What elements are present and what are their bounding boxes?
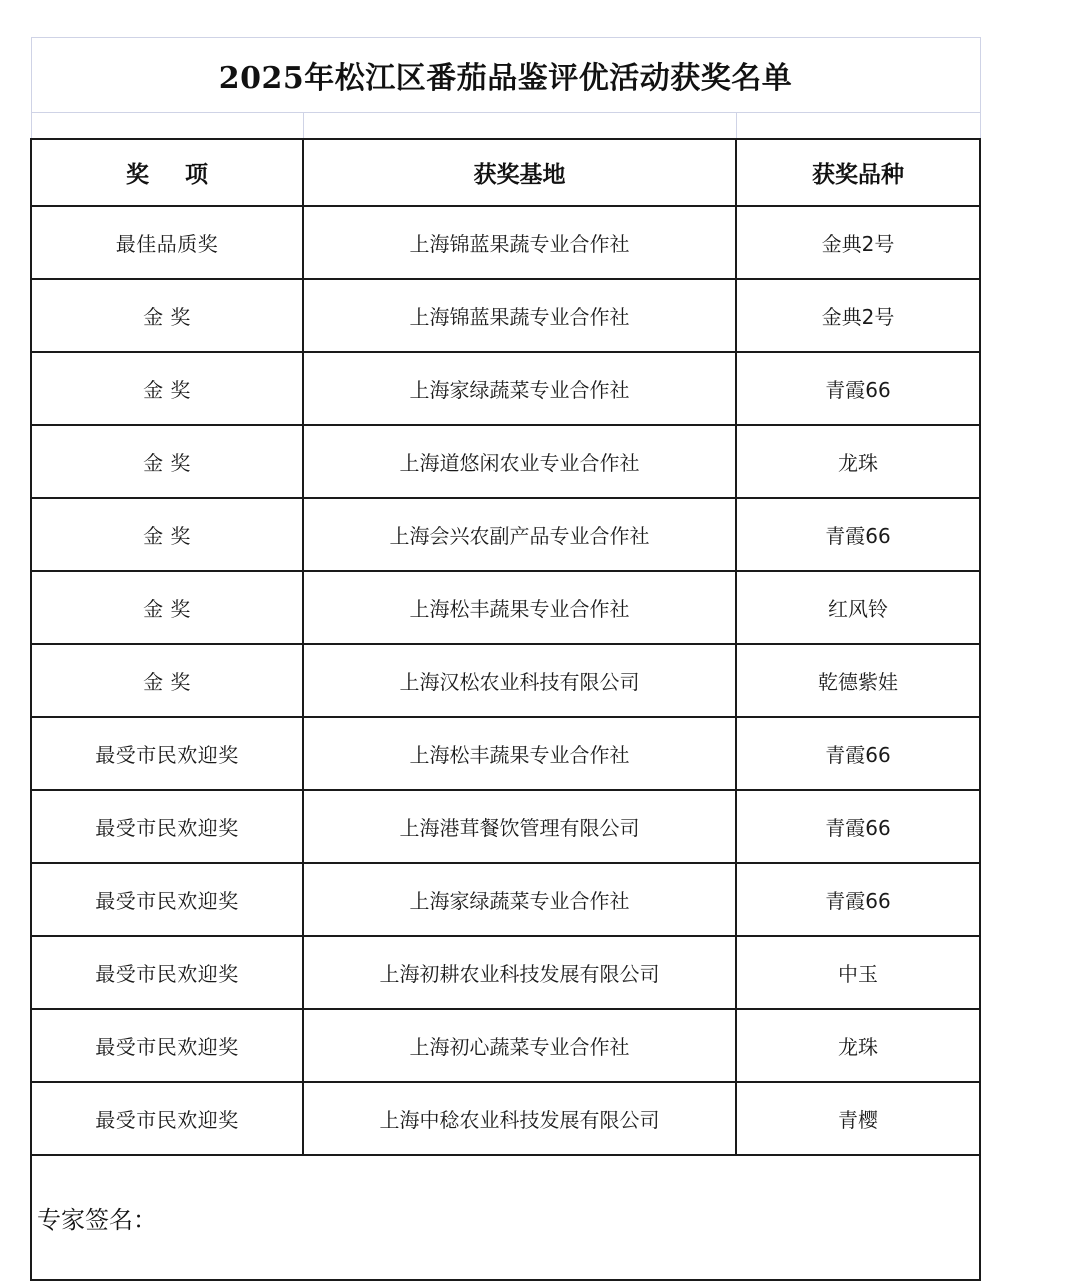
column-header-award: 奖 项 bbox=[31, 139, 303, 206]
base-cell: 上海会兴农副产品专业合作社 bbox=[303, 498, 736, 571]
variety-cell: 青霞66 bbox=[736, 352, 980, 425]
variety-cell: 龙珠 bbox=[736, 425, 980, 498]
blank-cell bbox=[736, 113, 980, 140]
award-table bbox=[30, 37, 981, 1281]
variety-cell: 青霞66 bbox=[736, 498, 980, 571]
award-cell: 金 奖 bbox=[31, 352, 303, 425]
column-header-variety: 获奖品种 bbox=[736, 139, 980, 206]
base-cell: 上海道悠闲农业专业合作社 bbox=[303, 425, 736, 498]
variety-cell: 金典2号 bbox=[736, 206, 980, 279]
award-cell: 金 奖 bbox=[31, 644, 303, 717]
base-cell: 上海初心蔬菜专业合作社 bbox=[303, 1009, 736, 1082]
variety-cell: 金典2号 bbox=[736, 279, 980, 352]
table-row bbox=[31, 498, 980, 571]
table-row bbox=[31, 571, 980, 644]
base-cell: 上海汉松农业科技有限公司 bbox=[303, 644, 736, 717]
award-cell: 最受市民欢迎奖 bbox=[31, 1009, 303, 1082]
table-row bbox=[31, 936, 980, 1009]
column-header-base: 获奖基地 bbox=[303, 139, 736, 206]
award-cell: 最受市民欢迎奖 bbox=[31, 790, 303, 863]
base-cell: 上海锦蓝果蔬专业合作社 bbox=[303, 279, 736, 352]
table-row bbox=[31, 352, 980, 425]
table-row bbox=[31, 717, 980, 790]
table-row bbox=[31, 279, 980, 352]
title-row bbox=[31, 38, 980, 113]
award-cell: 最受市民欢迎奖 bbox=[31, 717, 303, 790]
award-cell: 最佳品质奖 bbox=[31, 206, 303, 279]
base-cell: 上海松丰蔬果专业合作社 bbox=[303, 717, 736, 790]
award-list-sheet bbox=[30, 37, 979, 1281]
base-cell: 上海港茸餐饮管理有限公司 bbox=[303, 790, 736, 863]
base-cell: 上海家绿蔬菜专业合作社 bbox=[303, 863, 736, 936]
table-row bbox=[31, 863, 980, 936]
base-cell: 上海初耕农业科技发展有限公司 bbox=[303, 936, 736, 1009]
base-cell: 上海松丰蔬果专业合作社 bbox=[303, 571, 736, 644]
award-cell: 金 奖 bbox=[31, 498, 303, 571]
award-cell: 最受市民欢迎奖 bbox=[31, 936, 303, 1009]
variety-cell: 青霞66 bbox=[736, 790, 980, 863]
award-cell: 金 奖 bbox=[31, 279, 303, 352]
award-cell: 金 奖 bbox=[31, 425, 303, 498]
variety-cell: 乾德紫娃 bbox=[736, 644, 980, 717]
variety-cell: 青霞66 bbox=[736, 717, 980, 790]
table-row bbox=[31, 644, 980, 717]
base-cell: 上海中稔农业科技发展有限公司 bbox=[303, 1082, 736, 1155]
table-row bbox=[31, 1082, 980, 1155]
expert-signature-field: 专家签名： bbox=[31, 1155, 980, 1280]
blank-cell bbox=[303, 113, 736, 140]
award-cell: 金 奖 bbox=[31, 571, 303, 644]
award-cell: 最受市民欢迎奖 bbox=[31, 863, 303, 936]
variety-cell: 中玉 bbox=[736, 936, 980, 1009]
variety-cell: 龙珠 bbox=[736, 1009, 980, 1082]
award-cell: 最受市民欢迎奖 bbox=[31, 1082, 303, 1155]
signature-row bbox=[31, 1155, 980, 1280]
table-row bbox=[31, 425, 980, 498]
column-header-row bbox=[31, 139, 980, 206]
variety-cell: 青霞66 bbox=[736, 863, 980, 936]
base-cell: 上海家绿蔬菜专业合作社 bbox=[303, 352, 736, 425]
blank-cell bbox=[31, 113, 303, 140]
variety-cell: 青樱 bbox=[736, 1082, 980, 1155]
table-row bbox=[31, 1009, 980, 1082]
table-row bbox=[31, 790, 980, 863]
award-rows bbox=[31, 206, 980, 1155]
page-title: 2025年松江区番茄品鉴评优活动获奖名单 bbox=[31, 38, 980, 113]
base-cell: 上海锦蓝果蔬专业合作社 bbox=[303, 206, 736, 279]
variety-cell: 红风铃 bbox=[736, 571, 980, 644]
blank-row bbox=[31, 113, 980, 140]
table-row bbox=[31, 206, 980, 279]
